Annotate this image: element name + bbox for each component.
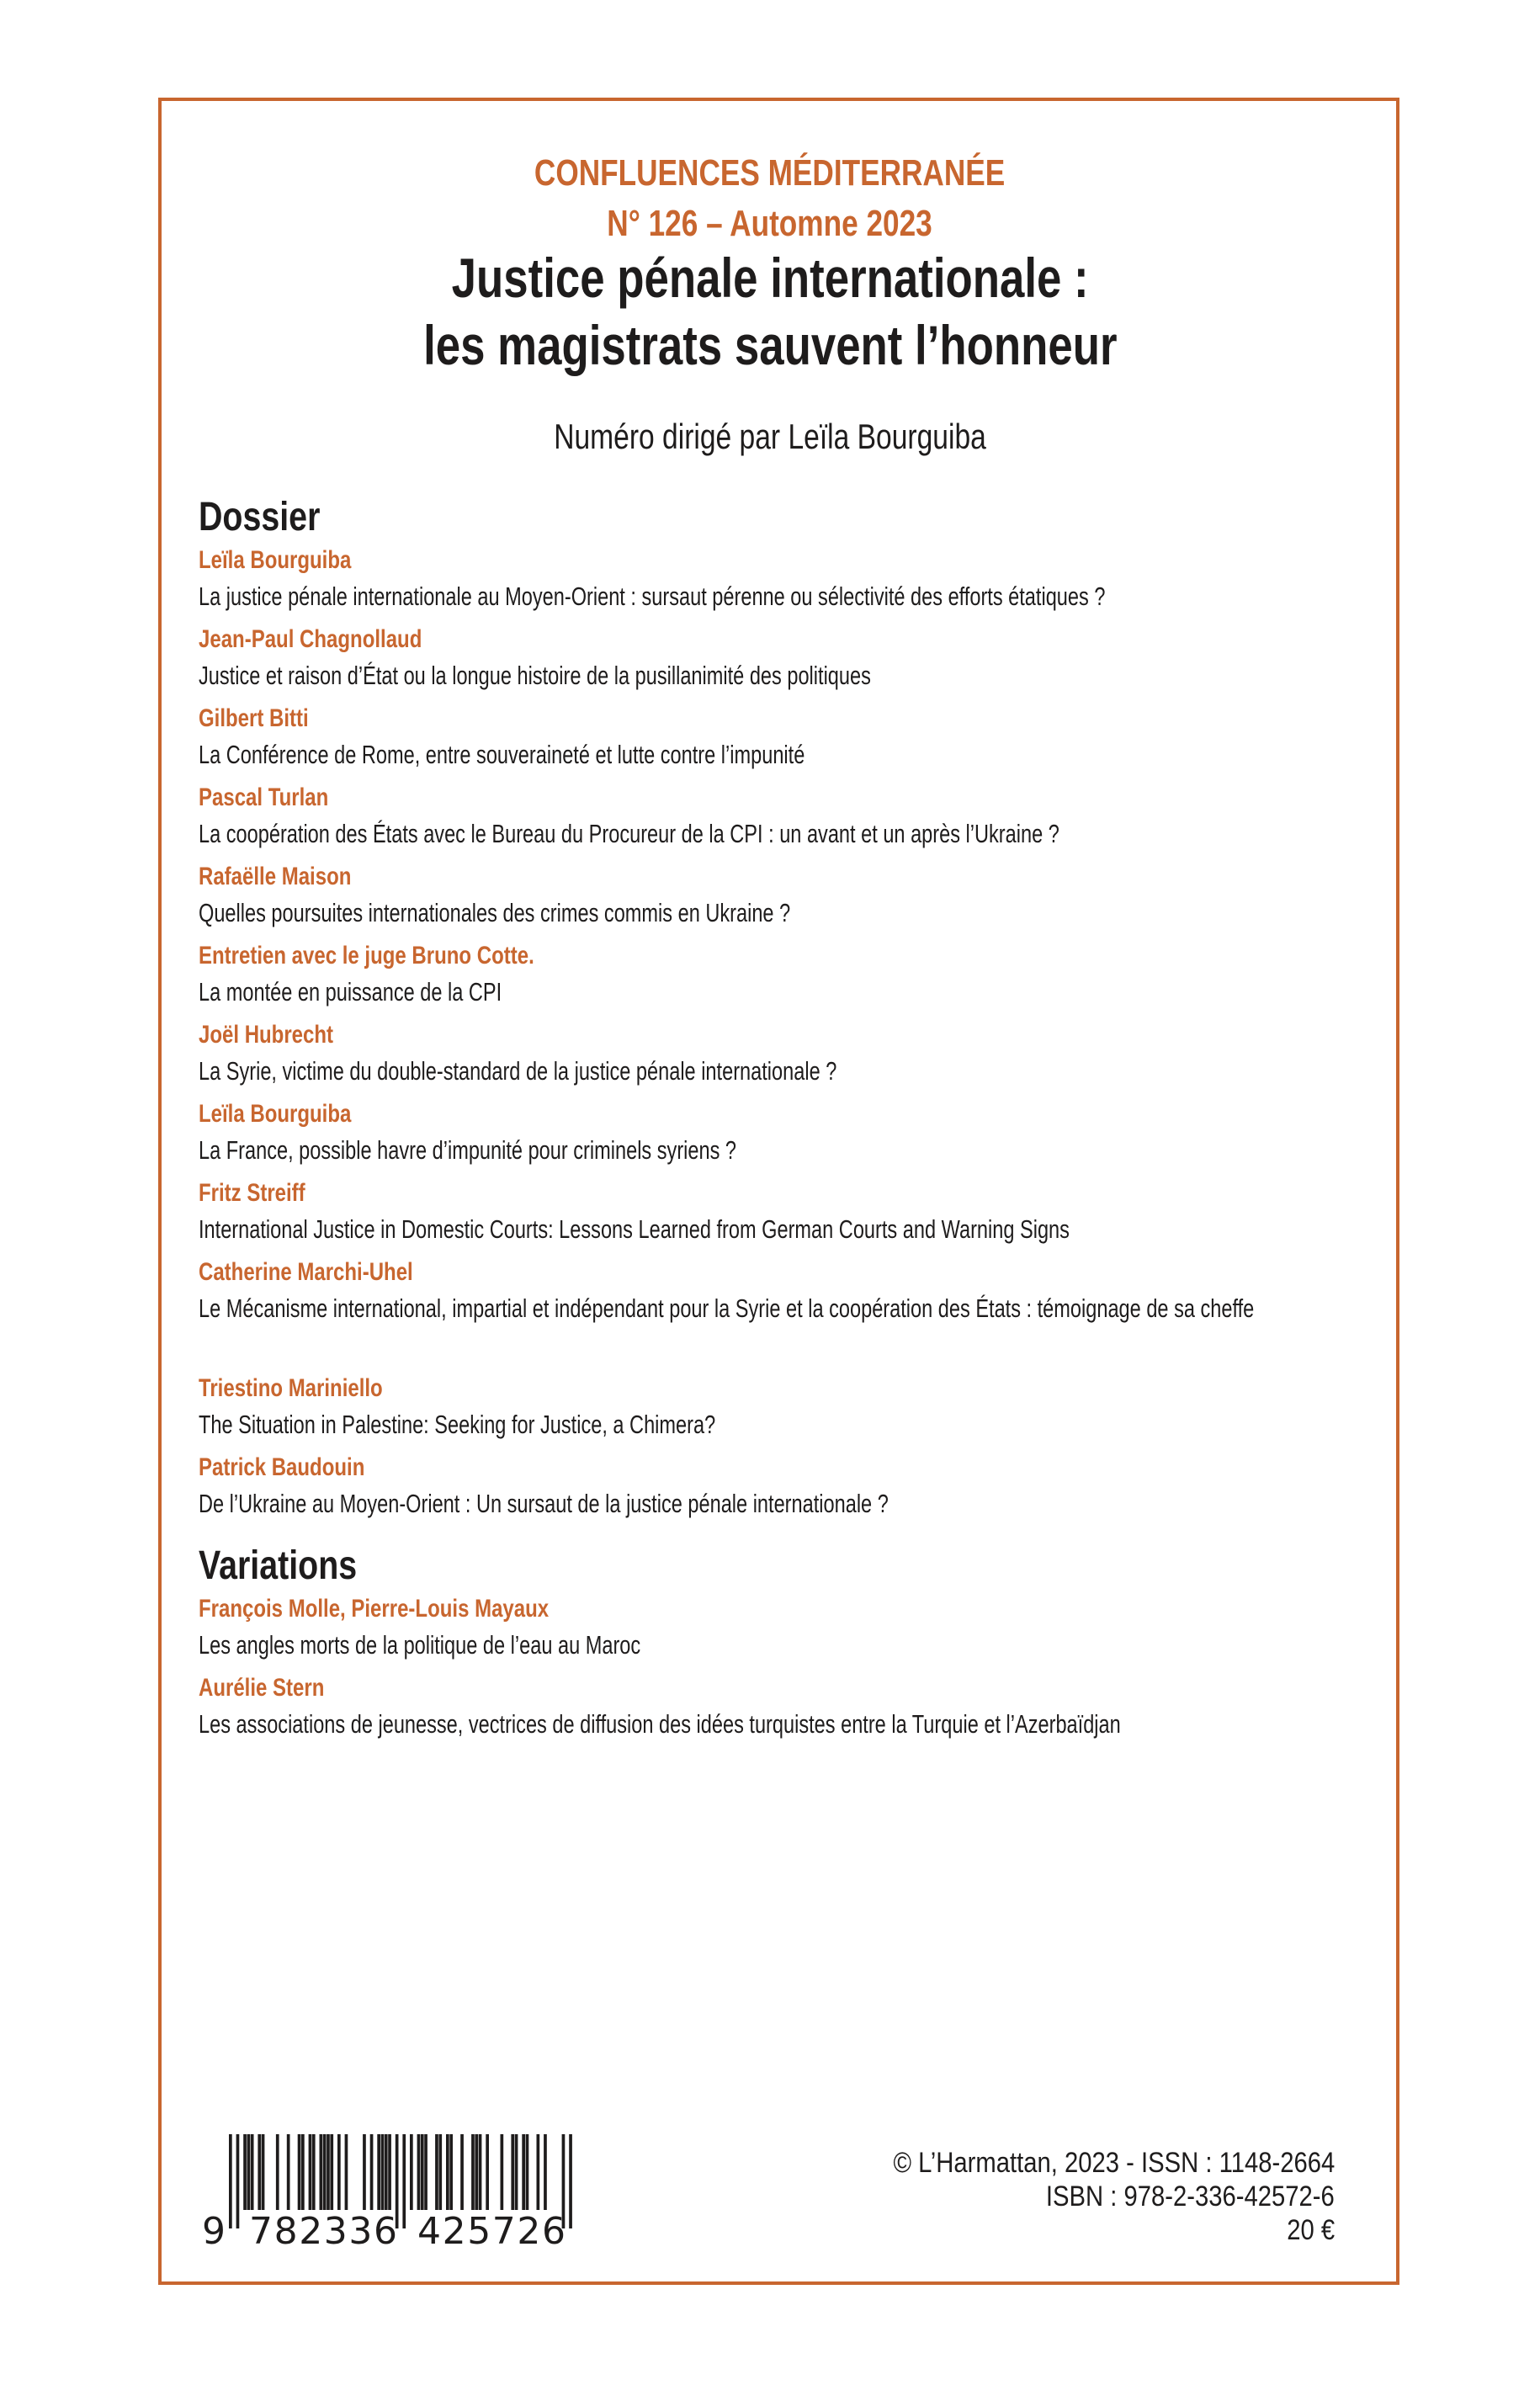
entry-title: La Syrie, victime du double-standard de la justice pénale internationale ? xyxy=(199,1056,837,1086)
entry-title: La justice pénale internationale au Moyen-Orient : sursaut pérenne ou sélectivité des efforts étatiques ? xyxy=(199,582,1106,611)
entry-title: De l’Ukraine au Moyen-Orient : Un sursaut de la justice pénale internationale ? xyxy=(199,1489,889,1518)
barcode-bar xyxy=(370,2134,374,2210)
toc-entry xyxy=(199,622,1377,694)
barcode-bar xyxy=(544,2134,547,2210)
toc-entry xyxy=(199,1176,1377,1248)
variations-list xyxy=(199,1591,1377,1780)
barcode-bar xyxy=(435,2134,438,2210)
toc-entry xyxy=(199,938,1377,1011)
entry-author: Gilbert Bitti xyxy=(199,704,309,732)
entry-author: Triestino Mariniello xyxy=(199,1374,383,1402)
title-line-2: les magistrats sauvent l’honneur xyxy=(422,314,1118,376)
issue-number: N° 126 – Automne 2023 xyxy=(607,203,933,244)
entry-title: International Justice in Domestic Courts: Lessons Learned from German Courts and Warning Signs xyxy=(199,1214,1070,1244)
entry-title: La Conférence de Rome, entre souveraineté et lutte contre l’impunité xyxy=(199,740,805,769)
entry-author: Rafaëlle Maison xyxy=(199,863,352,890)
entry-author: Pascal Turlan xyxy=(199,783,329,811)
barcode-bar xyxy=(345,2134,348,2210)
barcode-guard-bar xyxy=(236,2134,240,2228)
barcode-bar xyxy=(327,2134,330,2210)
entry-title: Le Mécanisme international, impartial et indépendant pour la Syrie et la coopération des États : témoignage de sa cheffe xyxy=(199,1293,1255,1323)
barcode-digits-left: 782336 xyxy=(249,2210,397,2250)
entry-title: The Situation in Palestine: Seeking for Justice, a Chimera? xyxy=(199,1410,716,1439)
entry-author: Joël Hubrecht xyxy=(199,1021,334,1049)
barcode-bar xyxy=(417,2134,421,2210)
issue-title xyxy=(0,244,1540,379)
toc-entry xyxy=(199,701,1377,773)
barcode-bar xyxy=(323,2134,327,2210)
barcode-bar xyxy=(501,2134,504,2210)
toc-entry xyxy=(199,1097,1377,1169)
barcode-bar xyxy=(479,2134,482,2210)
barcode-bar xyxy=(537,2134,540,2210)
barcode-bar xyxy=(381,2134,385,2210)
toc-entry xyxy=(199,1671,1377,1780)
barcode-bar xyxy=(385,2134,388,2210)
entry-author: Entretien avec le juge Bruno Cotte. xyxy=(199,942,534,969)
barcode-bar xyxy=(251,2134,254,2210)
publication-info xyxy=(821,2146,1335,2247)
barcode-bar xyxy=(320,2134,323,2210)
toc-entry xyxy=(199,1450,1377,1522)
toc-entry xyxy=(199,1591,1377,1664)
barcode-guard-bar xyxy=(569,2134,572,2228)
issue-editor xyxy=(0,416,1540,458)
entry-author: Jean-Paul Chagnollaud xyxy=(199,625,422,653)
barcode-bar xyxy=(522,2134,525,2210)
barcode-bar xyxy=(337,2134,341,2210)
barcode-bar xyxy=(287,2134,290,2210)
entry-title: Justice et raison d’État ou la longue histoire de la pusillanimité des politiques xyxy=(199,661,871,690)
editor-line: Numéro dirigé par Leïla Bourguiba xyxy=(554,417,986,456)
barcode-bar xyxy=(421,2134,424,2210)
section-heading-dossier: Dossier xyxy=(199,495,321,539)
barcode-bar xyxy=(475,2134,478,2210)
barcode-bar xyxy=(511,2134,514,2210)
barcode-bar xyxy=(301,2134,305,2210)
barcode-bar xyxy=(460,2134,464,2210)
barcode-digits-right: 425726 xyxy=(417,2210,566,2250)
barcode-graphic xyxy=(202,2133,597,2250)
entry-title: La France, possible havre d’impunité pour criminels syriens ? xyxy=(199,1135,737,1165)
toc-entry xyxy=(199,1017,1377,1090)
entry-title: Les angles morts de la politique de l’eau au Maroc xyxy=(199,1630,641,1660)
barcode-digit-first: 9 xyxy=(202,2210,226,2250)
barcode-bar xyxy=(258,2134,261,2210)
journal-header xyxy=(0,148,1540,249)
entry-title: Les associations de jeunesse, vectrices de diffusion des idées turquistes entre la Turquie et l’Azerbaïdjan xyxy=(199,1709,1121,1739)
barcode-bar xyxy=(438,2134,442,2210)
barcode-bar xyxy=(515,2134,518,2210)
entry-title: Quelles poursuites internationales des crimes commis en Ukraine ? xyxy=(199,898,791,927)
title-line-1: Justice pénale internationale : xyxy=(451,247,1089,309)
copyright-issn: © L’Harmattan, 2023 - ISSN : 1148-2664 xyxy=(893,2147,1335,2179)
entry-author: Patrick Baudouin xyxy=(199,1453,365,1481)
toc-entry xyxy=(199,859,1377,932)
barcode-bar xyxy=(526,2134,529,2210)
barcode-bar xyxy=(363,2134,366,2210)
dossier-list xyxy=(199,543,1377,1522)
barcode-bar xyxy=(388,2134,391,2210)
entry-author: Aurélie Stern xyxy=(199,1674,325,1702)
price: 20 € xyxy=(1287,2214,1335,2246)
journal-name: CONFLUENCES MÉDITERRANÉE xyxy=(534,152,1006,194)
barcode-bar xyxy=(446,2134,449,2210)
entry-author: Leïla Bourguiba xyxy=(199,1100,352,1128)
barcode-bar xyxy=(424,2134,427,2210)
toc-entry xyxy=(199,1371,1377,1443)
section-heading-variations: Variations xyxy=(199,1543,358,1588)
barcode-bar xyxy=(243,2134,247,2210)
entry-title: La montée en puissance de la CPI xyxy=(199,977,502,1007)
barcode-bar xyxy=(312,2134,316,2210)
barcode-guard-bar xyxy=(402,2134,406,2228)
barcode-bar xyxy=(276,2134,279,2210)
barcode-bar xyxy=(449,2134,453,2210)
barcode-bar xyxy=(377,2134,380,2210)
isbn-barcode xyxy=(202,2133,597,2250)
toc-entry xyxy=(199,1255,1377,1364)
barcode-bar xyxy=(330,2134,333,2210)
entry-title: La coopération des États avec le Bureau du Procureur de la CPI : un avant et un après l’Ukraine ? xyxy=(199,819,1059,848)
entry-author: Catherine Marchi-Uhel xyxy=(199,1258,413,1286)
isbn: ISBN : 978-2-336-42572-6 xyxy=(1046,2180,1335,2212)
barcode-bar xyxy=(410,2134,413,2210)
barcode-bar xyxy=(262,2134,265,2210)
barcode-bar xyxy=(309,2134,312,2210)
entry-author: François Molle, Pierre-Louis Mayaux xyxy=(199,1595,550,1623)
barcode-bar xyxy=(247,2134,251,2210)
barcode-bar xyxy=(298,2134,301,2210)
toc-entry xyxy=(199,780,1377,853)
barcode-bar xyxy=(471,2134,475,2210)
barcode-guard-bar xyxy=(229,2134,232,2228)
toc-entry xyxy=(199,543,1377,615)
barcode-bar xyxy=(486,2134,489,2210)
entry-author: Fritz Streiff xyxy=(199,1179,305,1207)
entry-author: Leïla Bourguiba xyxy=(199,546,352,574)
table-of-contents xyxy=(199,492,1377,1787)
